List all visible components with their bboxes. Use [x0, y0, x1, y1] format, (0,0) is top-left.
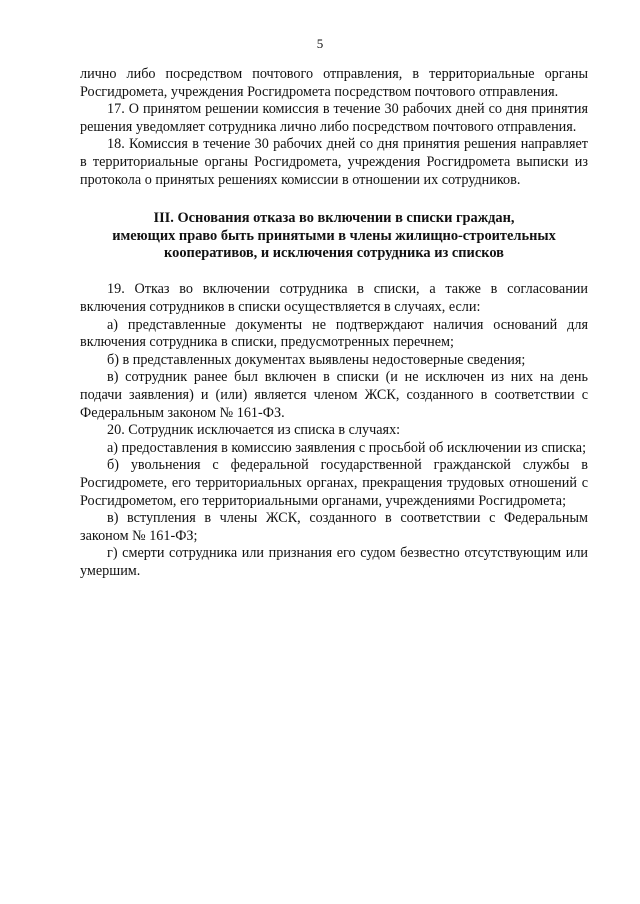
section-heading-line-3: кооперативов, и исключения сотрудника из списков — [164, 244, 504, 261]
section-heading-line-1: III. Основания отказа во включении в списки граждан, — [153, 210, 515, 227]
paragraph-20-b: б) увольнения с федеральной государственной гражданской службы в Росгидромете, его территориальных органах, прекращения трудовых отношений с Росгидрометом, его территориальными органами, учреждениями Росгидромета; — [80, 457, 588, 509]
paragraph-20-a: а) предоставления в комиссию заявления с просьбой об исключении из списка; — [107, 439, 587, 456]
document-body — [80, 66, 588, 580]
paragraph-17: 17. О принятом решении комиссия в течение 30 рабочих дней со дня принятия решения уведомляет сотрудника лично либо посредством почтового отправления. — [80, 101, 588, 135]
paragraph-20-g: г) смерти сотрудника или признания его судом безвестно отсутствующим или умершим. — [80, 545, 588, 579]
paragraph-18: 18. Комиссия в течение 30 рабочих дней со дня принятия решения направляет в территориальные органы Росгидромета, учреждения Росгидромета выписки из протокола о принятых решениях комиссии в отношении их сотрудников. — [80, 136, 588, 188]
paragraph-continuation: лично либо посредством почтового отправления, в территориальные органы Росгидромета, учреждения Росгидромета посредством почтового отправления. — [80, 66, 588, 100]
paragraph-19: 19. Отказ во включении сотрудника в списки, а также в согласовании включения сотрудников в списки осуществляется в случаях, если: — [80, 281, 588, 315]
paragraph-19-v: в) сотрудник ранее был включен в списки (и не исключен из них на день подачи заявления) и (или) является членом ЖСК, созданного в соответствии с Федеральным законом № 161-ФЗ. — [80, 369, 588, 421]
page-number: 5 — [316, 36, 324, 51]
section-heading — [80, 210, 588, 262]
section-heading-line-2: имеющих право быть принятыми в члены жилищно-строительных — [112, 227, 556, 244]
paragraph-19-b: б) в представленных документах выявлены недостоверные сведения; — [107, 351, 526, 368]
paragraph-20: 20. Сотрудник исключается из списка в случаях: — [107, 422, 401, 439]
paragraph-19-a: а) представленные документы не подтверждают наличия оснований для включения сотрудника в списки, предусмотренных перечнем; — [80, 316, 588, 351]
paragraph-20-v: в) вступления в члены ЖСК, созданного в соответствии с Федеральным законом № 161-ФЗ; — [80, 510, 588, 544]
